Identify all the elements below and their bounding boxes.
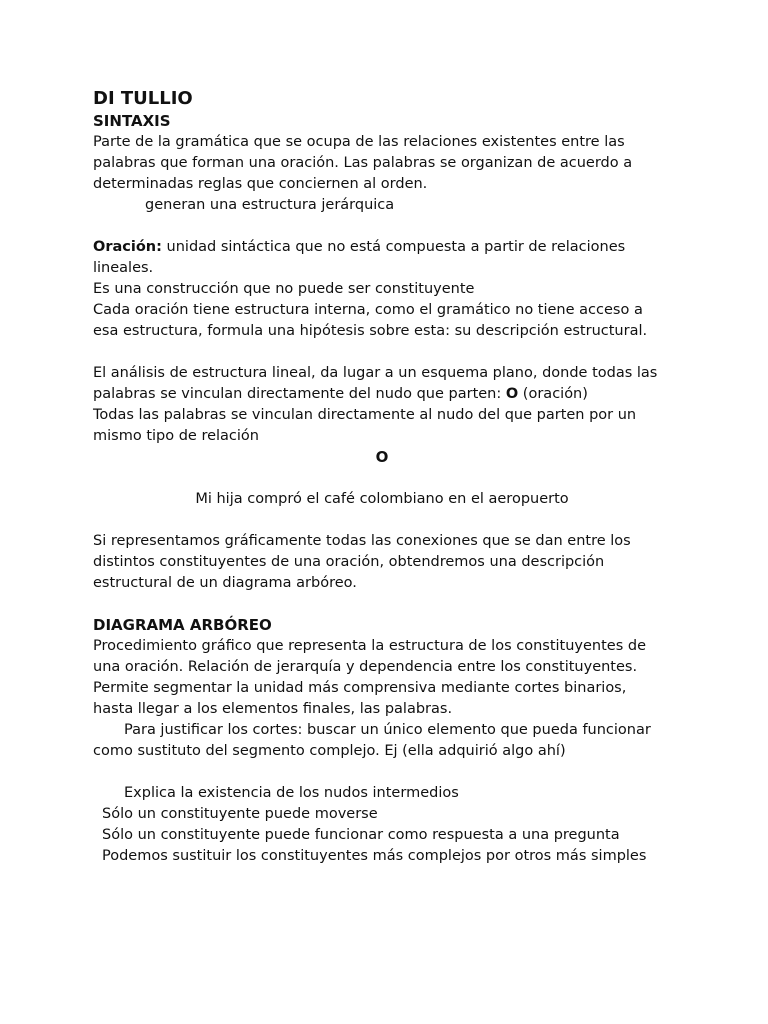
paragraph-line: lineales.	[93, 260, 154, 276]
definition-line	[93, 237, 693, 258]
paragraph-line: esa estructura, formula una hipótesis sobre esta: su descripción estructural.	[93, 323, 648, 339]
paragraph-line: como sustituto del segmento complejo. Ej (ella adquirió algo ahí)	[93, 743, 566, 759]
paragraph-line: Procedimiento gráfico que representa la estructura de los constituyentes de	[93, 638, 646, 654]
paragraph-line	[93, 384, 693, 405]
spacer	[93, 762, 693, 783]
document-page	[93, 87, 693, 867]
spacer	[93, 468, 693, 489]
section-heading-diagrama: DIAGRAMA ARBÓREO	[93, 616, 272, 634]
paragraph-line: palabras que forman una oración. Las palabras se organizan de acuerdo a	[93, 155, 633, 171]
spacer	[93, 216, 693, 237]
definition-text: unidad sintáctica que no está compuesta a partir de relaciones	[161, 239, 626, 255]
paragraph-line: El análisis de estructura lineal, da lugar a un esquema plano, donde todas las	[93, 365, 658, 381]
paragraph-line: Cada oración tiene estructura interna, como el gramático no tiene acceso a	[93, 302, 643, 318]
inline-text: palabras se vinculan directamente del nudo que parten:	[93, 386, 506, 402]
definition-term: Oración:	[93, 239, 162, 255]
inline-text: (oración)	[518, 386, 588, 402]
paragraph-line: Permite segmentar la unidad más comprensiva mediante cortes binarios,	[93, 680, 627, 696]
paragraph-line: Parte de la gramática que se ocupa de las relaciones existentes entre las	[93, 134, 625, 150]
spacer	[93, 342, 693, 363]
list-item: Sólo un constituyente puede moverse	[102, 806, 378, 822]
paragraph-line: mismo tipo de relación	[93, 428, 259, 444]
paragraph-line: hasta llegar a los elementos finales, las palabras.	[93, 701, 453, 717]
paragraph-line: Si representamos gráficamente todas las conexiones que se dan entre los	[93, 533, 631, 549]
indented-line: generan una estructura jerárquica	[145, 197, 395, 213]
paragraph-line: distintos constituyentes de una oración, obtendremos una descripción	[93, 554, 605, 570]
paragraph-line: determinadas reglas que conciernen al orden.	[93, 176, 428, 192]
paragraph-line: una oración. Relación de jerarquía y dependencia entre los constituyentes.	[93, 659, 638, 675]
tree-root-node: O	[375, 448, 389, 466]
spacer	[93, 510, 693, 531]
section-heading-sintaxis: SINTAXIS	[93, 112, 171, 130]
paragraph-line: Es una construcción que no puede ser constituyente	[93, 281, 475, 297]
indented-line: Explica la existencia de los nudos intermedios	[124, 785, 459, 801]
list-item: Sólo un constituyente puede funcionar como respuesta a una pregunta	[102, 827, 620, 843]
indented-line: Para justificar los cortes: buscar un único elemento que pueda funcionar	[124, 722, 651, 738]
list-item: Podemos sustituir los constituyentes más complejos por otros más simples	[102, 848, 647, 864]
spacer	[93, 594, 693, 615]
paragraph-line: Todas las palabras se vinculan directamente al nudo del que parten por un	[93, 407, 637, 423]
paragraph-line: estructural de un diagrama arbóreo.	[93, 575, 357, 591]
node-symbol: O	[505, 386, 519, 402]
example-sentence: Mi hija compró el café colombiano en el aeropuerto	[195, 491, 569, 507]
document-title: DI TULLIO	[93, 88, 193, 109]
